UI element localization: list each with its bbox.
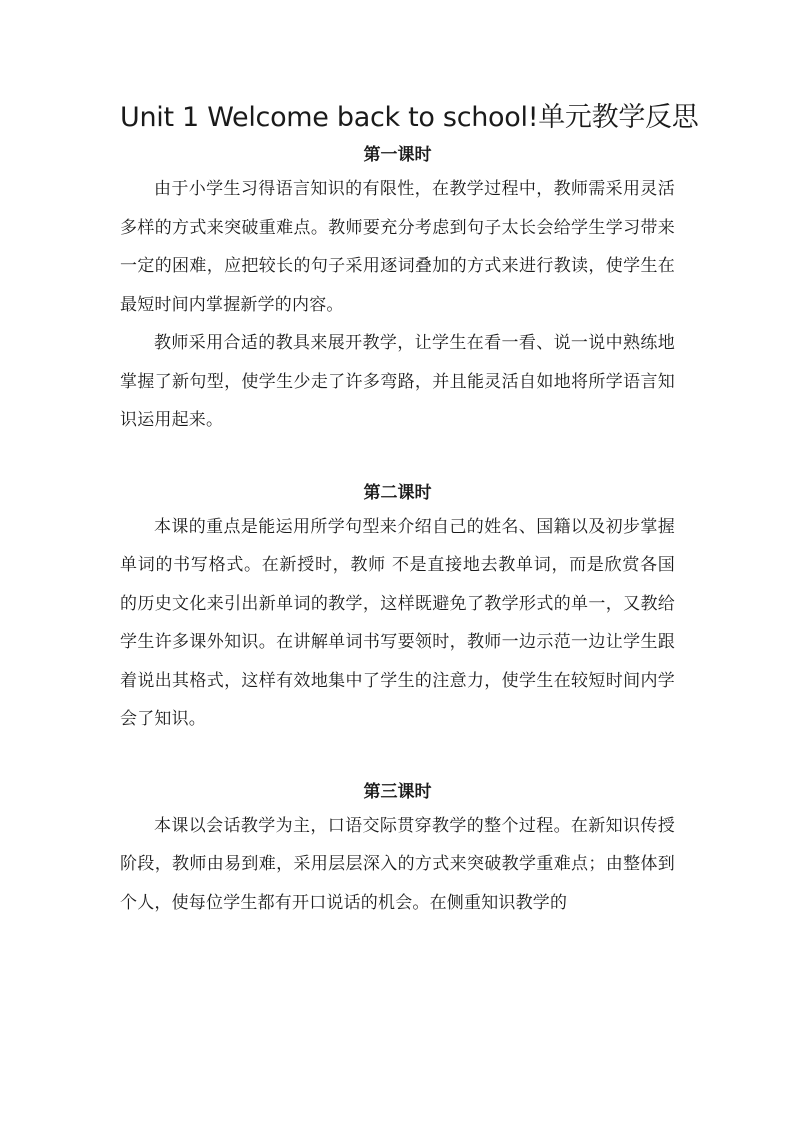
section-heading: 第一课时 [363, 145, 432, 165]
section-spacer [120, 440, 675, 478]
section-lesson-1 [120, 140, 675, 440]
section-spacer [120, 739, 675, 777]
document-page [120, 96, 699, 922]
document-title: Unit 1 Welcome back to school!单元教学反思 [120, 102, 699, 133]
section-lesson-2 [120, 478, 675, 739]
paragraph: 本课以会话教学为主，口语交际贯穿教学的整个过程。在新知识传授阶段，教师由易到难，采用层层深入的方式来突破教学重难点；由整体到个人，使每位学生都有开口说话的机会。在侧重知识教学的 [120, 815, 675, 913]
section-lesson-3 [120, 777, 675, 923]
section-heading: 第二课时 [363, 482, 432, 503]
paragraph: 教师采用合适的教具来展开教学，让学生在看一看、说一说中熟练地掌握了新句型，使学生少走了许多弯路，并且能灵活自如地将所学语言知识运用起来。 [120, 333, 675, 430]
section-heading: 第三课时 [363, 781, 432, 802]
paragraph: 由于小学生习得语言知识的有限性，在教学过程中，教师需采用灵活多样的方式来突破重难点。教师要充分考虑到句子太长会给学生学习带来一定的困难，应把较长的句子采用逐词叠加的方式来进行教读，使学生在最短时间内掌握新学的内容。 [120, 179, 675, 315]
paragraph: 本课的重点是能运用所学句型来介绍自己的姓名、国籍以及初步掌握单词的书写格式。在新授时，教师 不是直接地去教单词，而是欣赏各国的历史文化来引出新单词的教学，这样既避免了教学形式的单一，又教给学生许多课外知识。在讲解单词书写要领时，教师一边示范一边让学生跟着说出其格式，这样有效地集中了学生的注意力，使学生在较短时间内学会了知识。 [120, 516, 675, 729]
